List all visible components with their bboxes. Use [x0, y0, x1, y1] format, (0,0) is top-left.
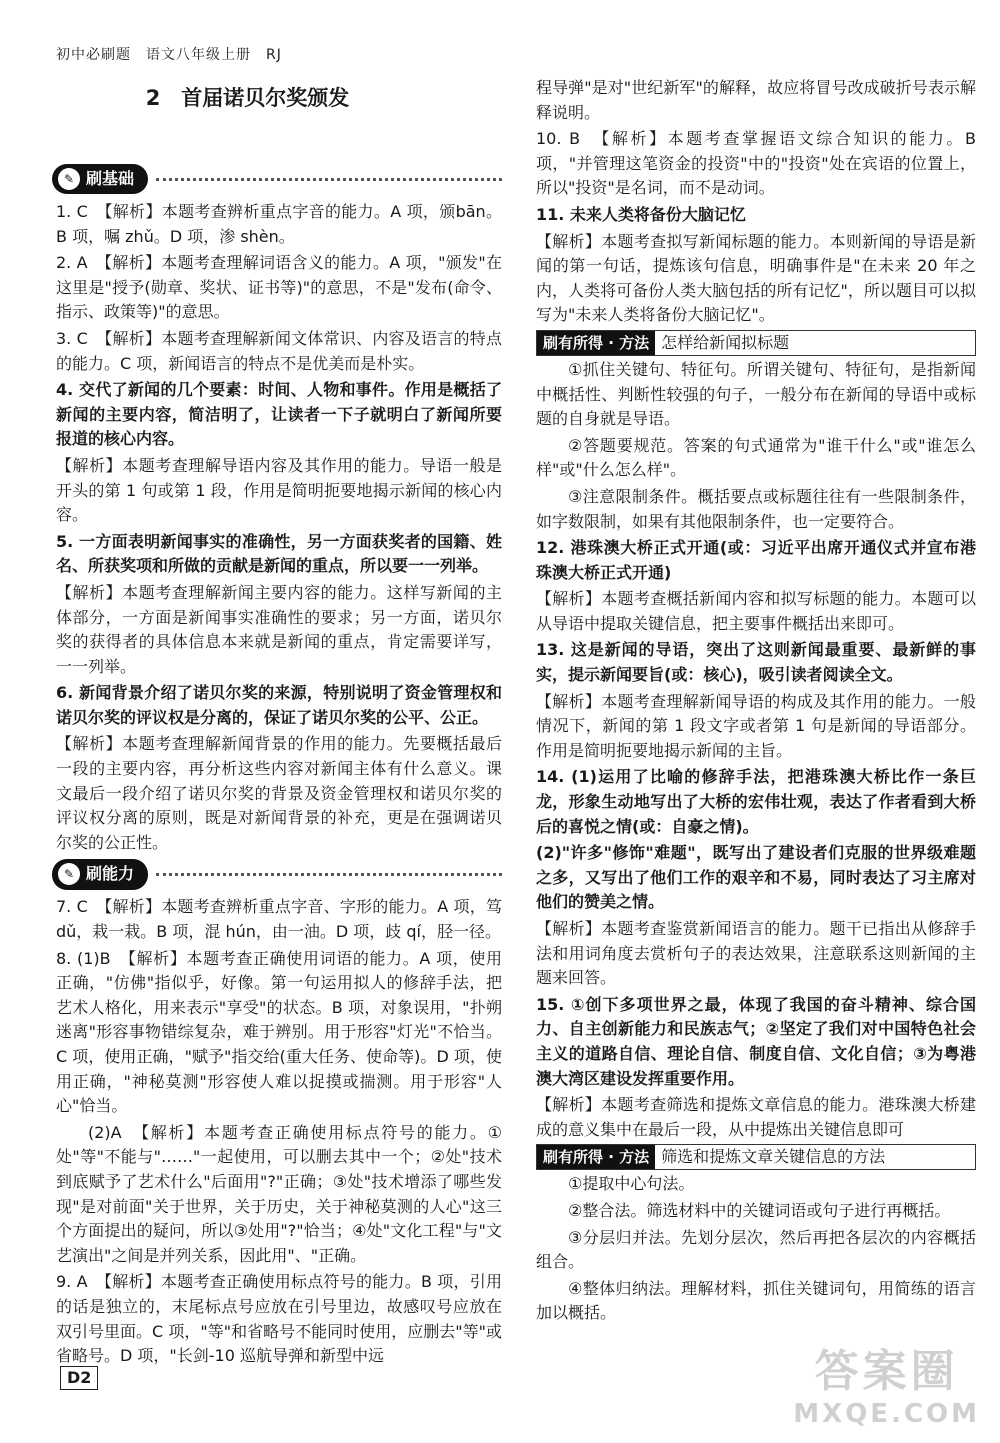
- explanation-14: 【解析】本题考查鉴赏新闻语言的能力。题干已指出从修辞手法和用词角度去赏析句子的表达效果，注意联系这则新闻的主题来回答。: [536, 919, 976, 988]
- tip1-point-3: ③注意限制条件。概括要点或标题往往有一些限制条件，如字数限制，如果有其他限制条件，也一定要符合。: [536, 486, 976, 531]
- method-tip-2: [536, 1144, 976, 1170]
- section-label: 刷基础: [86, 168, 135, 188]
- explanation-13: 【解析】本题考查理解新闻导语的构成及其作用的能力。一般情况下，新闻的第 1 段文字或者第 1 句是新闻的导语部分。作用是简明扼要地揭示新闻的主旨。: [536, 691, 976, 760]
- method-tip-1: [536, 330, 976, 356]
- answer-12: 12. 港珠澳大桥正式开通(或：习近平出席开通仪式并宣布港珠澳大桥正式开通): [536, 538, 976, 582]
- tip2-point-2: ②整合法。筛选材料中的关键词语或句子进行再概括。: [568, 1200, 951, 1220]
- answer-15: 15. ①创下多项世界之最，体现了我国的奋斗精神、综合国力、自主创新能力和民族志气；②坚定了我们对中国特色社会主义的道路自信、理论自信、制度自信、文化自信；③为粤港澳大湾区建设发挥重要作用。: [536, 994, 976, 1088]
- tip2-point-3: ③分层归并法。先划分层次，然后再把各层次的内容概括组合。: [536, 1227, 976, 1272]
- answer-11: 11. 未来人类将备份大脑记忆: [536, 204, 746, 224]
- answer-14-2: (2)"许多"修饰"难题"，既写出了建设者们克服的世界级难题之多，又写出了他们工作的艰辛和不易，同时表达了习主席对他们的赞美之情。: [536, 843, 976, 912]
- answer-5: 5. 一方面表明新闻事实的准确性，另一方面获奖者的国籍、姓名、所获奖项和所做的贡献是新闻的重点，所以要一一列举。: [56, 531, 502, 576]
- tip-label: 刷有所得 · 方法: [537, 1145, 655, 1169]
- section-ability: [52, 859, 502, 889]
- book-icon: ✎: [58, 168, 80, 190]
- tip-title: 怎样给新闻拟标题: [661, 332, 790, 352]
- answer-14-1: 14. (1)运用了比喻的修辞手法，把港珠澳大桥比作一条巨龙，形象生动地写出了大桥的宏伟壮观，表达了作者看到大桥后的喜悦之情(或：自豪之情)。: [536, 767, 976, 836]
- answer-1: 1. C 【解析】本题考查辨析重点字音的能力。A 项，颁bān。B 项，嘱 zhǔ。D 项，渗 shèn。: [56, 202, 502, 246]
- running-header: 初中必刷题 语文八年级上册 RJ: [56, 47, 282, 63]
- page-title: 2 首届诺贝尔奖颁发: [145, 86, 350, 110]
- answer-6: 6. 新闻背景介绍了诺贝尔奖的来源，特别说明了资金管理权和诺贝尔奖的评议权是分离的，保证了诺贝尔奖的公平、公正。: [56, 683, 502, 727]
- section-label: 刷能力: [86, 864, 135, 884]
- answer-8-2: (2)A 【解析】本题考查正确使用标点符号的能力。①处"等"不能与"……"一起使用，可以删去其中一个；②处"技术到底赋予了艺术什么"后面用"?"正确；③处"技术增添了哪些发现"是对前面"关于世界，关于历史，关于神秘莫测的人心"这三个方面提出的疑问，所以③处用"?"恰当；④处"文化工程"与"文艺演出"之间是并列关系，因此用"、"正确。: [56, 1122, 502, 1265]
- section-badge: [52, 164, 148, 195]
- watermark: [793, 1335, 980, 1429]
- explanation-5: 【解析】本题考查理解新闻主要内容的能力。这样写新闻的主体部分，一方面是新闻事实准确性的要求；另一方面，诺贝尔奖的获得者的具体信息本来就是新闻的重点，肯定需要详写，一一列举。: [56, 582, 502, 676]
- tip2-point-4: ④整体归纳法。理解材料，抓住关键词句，用简练的语言加以概括。: [536, 1278, 976, 1323]
- divider: [156, 873, 502, 876]
- watermark-line: 答案圈: [814, 1346, 959, 1397]
- left-column: [56, 160, 502, 1371]
- section-basic: [52, 164, 502, 194]
- section-badge: [52, 859, 148, 890]
- right-column: [536, 76, 976, 1328]
- tip-label: 刷有所得 · 方法: [537, 331, 655, 355]
- answer-2: 2. A 【解析】本题考查理解词语含义的能力。A 项，"颁发"在这里是"授予(勋章、奖状、证书等)"的意思，不是"发布(命令、指示、政策等)"的意思。: [56, 253, 502, 322]
- explanation-15: 【解析】本题考查筛选和提炼文章信息的能力。港珠澳大桥建成的意义集中在最后一段，从中提炼出关键信息即可: [536, 1095, 976, 1139]
- tip1-point-1: ①抓住关键句、特征句。所谓关键句、特征句，是指新闻中概括性、判断性较强的句子，一般分布在新闻的导语中或标题的自身就是导语。: [536, 359, 976, 429]
- tip-title: 筛选和提炼文章关键信息的方法: [661, 1147, 886, 1167]
- answer-10: 10. B 【解析】本题考查掌握语文综合知识的能力。B 项，"并管理这笔资金的投资"中的"投资"处在宾语的位置上，所以"投资"是名词，而不是动词。: [536, 129, 976, 198]
- answer-4: 4. 交代了新闻的几个要素：时间、人物和事件。作用是概括了新闻的主要内容，简洁明了，让读者一下子就明白了新闻所要报道的核心内容。: [56, 380, 502, 449]
- explanation-4: 【解析】本题考查理解导语内容及其作用的能力。导语一般是开头的第 1 句或第 1 段，作用是简明扼要地揭示新闻的核心内容。: [56, 455, 502, 525]
- explanation-6: 【解析】本题考查理解新闻背景的作用的能力。先要概括最后一段的主要内容，再分析这些内容对新闻主体有什么意义。课文最后一段介绍了诺贝尔奖的背景及资金管理权和诺贝尔奖的评议权分离的原则，既是对新闻背景的补充，更是在强调诺贝尔奖的公正性。: [56, 734, 502, 852]
- page-number: D2: [60, 1366, 98, 1390]
- explanation-11: 【解析】本题考查拟写新闻标题的能力。本则新闻的导语是新闻的第一句话，提炼该句信息，明确事件是"在未来 20 年之内，人类将可备份人类大脑包括的所有记忆"，所以题目可以拟写为"未来人类将备份大脑记忆"。: [536, 231, 976, 325]
- watermark-url: MXQE.COM: [793, 1399, 980, 1429]
- tip1-point-2: ②答题要规范。答案的句式通常为"谁干什么"或"谁怎么样"或"什么怎么样"。: [536, 435, 976, 480]
- tip2-point-1: ①提取中心句法。: [568, 1174, 695, 1194]
- answer-9-continued: 程导弹"是对"世纪新军"的解释，故应将冒号改成破折号表示解释说明。: [536, 78, 976, 122]
- explanation-12: 【解析】本题考查概括新闻内容和拟写标题的能力。本题可以从导语中提取关键信息，把主要事件概括出来即可。: [536, 589, 976, 633]
- answer-9: 9. A 【解析】本题考查正确使用标点符号的能力。B 项，引用的话是独立的，末尾标点号应放在引号里边，故感叹号应放在双引号里面。C 项，"等"和省略号不能同时使用，应删去"等"或省略号。D 项，"长剑-10 巡航导弹和新型中远: [56, 1272, 502, 1366]
- answer-3: 3. C 【解析】本题考查理解新闻文体常识、内容及语言的特点的能力。C 项，新闻语言的特点不是优美而是朴实。: [56, 328, 502, 373]
- answer-8-1: 8. (1)B 【解析】本题考查正确使用词语的能力。A 项，使用正确，"仿佛"指似乎，好像。第一句运用拟人的修辞手法，把艺术人格化，用来表示"享受"的状态。B 项，对象误用，"扑朔迷离"形容事物错综复杂，难于辨别。用于形容"灯光"不恰当。C 项，使用正确，"赋予"指交给(重大任务、使命等)。D 项，使用正确，"神秘莫测"形容使人难以捉摸或揣测。用于形容"人心"恰当。: [56, 948, 502, 1116]
- divider: [156, 178, 502, 181]
- answer-7: 7. C 【解析】本题考查辨析重点字音、字形的能力。A 项，笃 dǔ，栽一栽。B 项，混 hún，由一油。D 项，歧 qí，胫一径。: [56, 897, 502, 942]
- book-icon: ✎: [58, 863, 80, 885]
- answer-13: 13. 这是新闻的导语，突出了这则新闻最重要、最新鲜的事实，提示新闻要旨(或：核心)，吸引读者阅读全文。: [536, 640, 976, 685]
